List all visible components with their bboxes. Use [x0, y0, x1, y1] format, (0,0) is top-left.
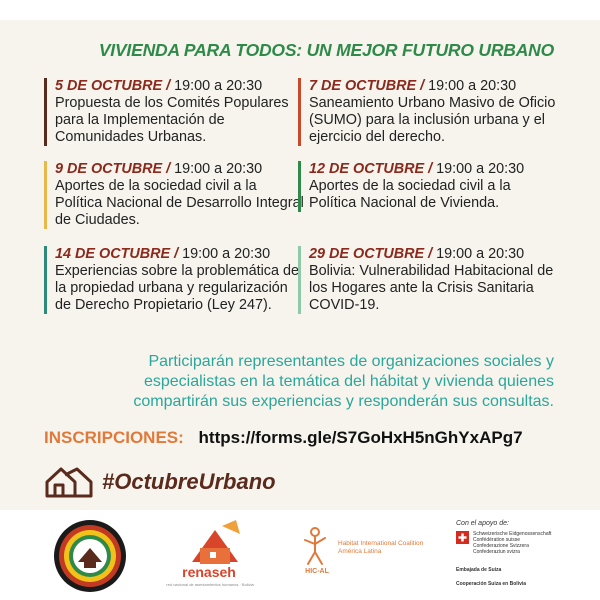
event-date: 29 DE OCTUBRE /: [309, 246, 433, 262]
swiss-confederation-names: Schweizerische Eidgenossenschaft Confédération suisse Confederazione Svizzera Confederaziun svizra: [473, 531, 552, 555]
event-oct-29: [298, 246, 560, 314]
event-time: 19:00 a 20:30: [432, 161, 525, 177]
event-oct-5: [44, 78, 306, 146]
renaseh-name: renaseh: [182, 564, 236, 580]
event-oct-7: [298, 78, 560, 146]
comites-populares-logo: [52, 518, 128, 594]
footer-logos: [0, 510, 600, 600]
support-label: Con el apoyo de:: [456, 520, 509, 527]
event-description: Aportes de la sociedad civil a la Política Nacional de Desarrollo Integral de Ciudades.: [55, 178, 304, 228]
event-oct-9: [44, 161, 306, 229]
event-date: 14 DE OCTUBRE /: [55, 246, 179, 262]
event-time: 19:00 a 20:30: [170, 78, 263, 94]
event-time: 19:00 a 20:30: [178, 246, 271, 262]
event-oct-14: [44, 246, 306, 314]
event-description: Bolivia: Vulnerabilidad Habitacional de los Hogares ante la Crisis Sanitaria COVID-19.: [309, 263, 554, 313]
event-date: 12 DE OCTUBRE /: [309, 161, 433, 177]
event-time: 19:00 a 20:30: [170, 161, 263, 177]
renaseh-subtitle: red nacional de asentamientos humanos · Bolivia: [166, 582, 254, 587]
hashtag: #OctubreUrbano: [102, 469, 276, 494]
page-title: VIVIENDA PARA TODOS: UN MEJOR FUTURO URBANO: [98, 40, 554, 60]
top-bar: [0, 0, 600, 20]
inscripciones-label: INSCRIPCIONES:: [44, 428, 184, 447]
swiss-support: [456, 520, 586, 587]
hic-al-name: HIC-AL: [305, 568, 329, 575]
event-description: Experiencias sobre la problemática de la propiedad urbana y regularización de Derecho Propietario (Ley 247).: [55, 263, 299, 313]
event-date: 5 DE OCTUBRE /: [55, 78, 171, 94]
cooperation-label: Cooperación Suiza en Bolivia: [456, 581, 527, 587]
event-description: Propuesta de los Comités Populares para la Implementación de Comunidades Urbanas.: [55, 95, 289, 145]
houses-icon: [44, 465, 94, 499]
event-time: 19:00 a 20:30: [424, 78, 517, 94]
participation-text: Participarán representantes de organizaciones sociales y especialistas en la temática del hábitat y vivienda quienes compartirán sus experiencias y responderán sus consultas.: [133, 353, 554, 410]
event-date: 7 DE OCTUBRE /: [309, 78, 425, 94]
embassy-label: Embajada de Suiza: [456, 567, 502, 573]
hic-organization: Habitat International Coalition América Latina: [338, 540, 424, 555]
event-description: Saneamiento Urbano Masivo de Oficio (SUMO) para la inclusión urbana y el ejercicio del derecho.: [309, 95, 556, 145]
hashtag-row: [44, 465, 276, 499]
registration-link[interactable]: https://forms.gle/S7GoHxH5nGhYxAPg7: [198, 428, 523, 447]
swiss-flag-icon: [456, 531, 469, 544]
inscripciones-row: [44, 428, 523, 448]
event-oct-12: [298, 161, 560, 212]
event-description: Aportes de la sociedad civil a la Política Nacional de Vivienda.: [309, 178, 511, 211]
event-time: 19:00 a 20:30: [432, 246, 525, 262]
hic-al-logo: [300, 524, 330, 566]
event-date: 9 DE OCTUBRE /: [55, 161, 171, 177]
